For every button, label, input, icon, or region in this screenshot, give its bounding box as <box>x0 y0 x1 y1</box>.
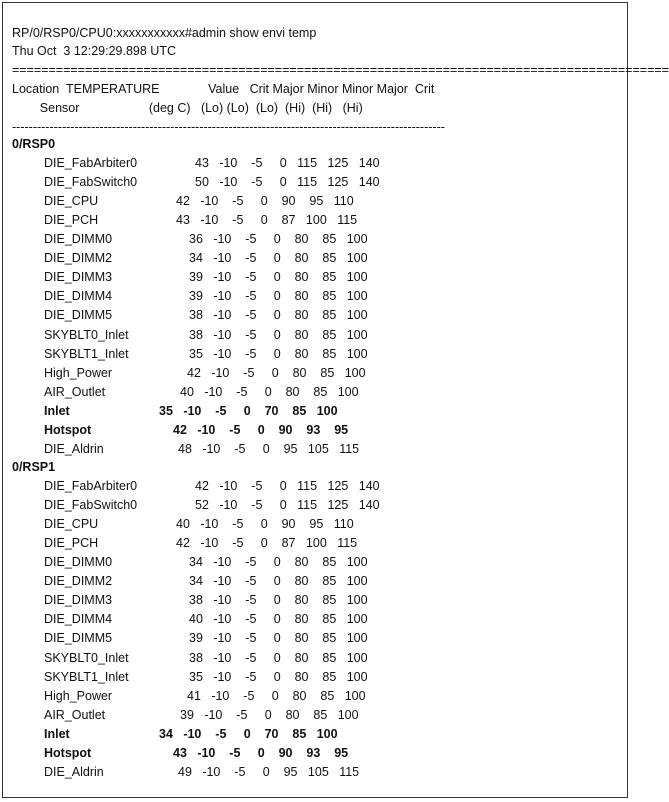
sensor-name: Hotspot <box>44 423 92 437</box>
sensor-name: DIE_FabSwitch0 <box>44 175 138 189</box>
sensor-name: DIE_DIMM0 <box>44 555 113 569</box>
sensor-values: 34 -10 -5 0 80 85 100 <box>189 251 368 265</box>
sensor-name: Inlet <box>44 727 70 741</box>
sensor-values: 48 -10 -5 0 95 105 115 <box>178 442 360 456</box>
sensor-name: SKYBLT0_Inlet <box>44 328 129 342</box>
sensor-name: DIE_DIMM5 <box>44 308 113 322</box>
location-label: 0/RSP1 <box>12 460 56 474</box>
sensor-name: DIE_FabArbiter0 <box>44 156 138 170</box>
timestamp: Thu Oct 3 12:29:29.898 UTC <box>12 44 176 58</box>
sensor-values: 39 -10 -5 0 80 85 100 <box>189 289 368 303</box>
command-prompt: RP/0/RSP0/CPU0:xxxxxxxxxxx#admin show envi temp <box>12 26 317 40</box>
sensor-name: High_Power <box>44 689 113 703</box>
sensor-values: 49 -10 -5 0 95 105 115 <box>178 765 360 779</box>
sensor-name: DIE_FabSwitch0 <box>44 498 138 512</box>
sensor-values: 42 -10 -5 0 90 93 95 <box>173 423 349 437</box>
sensor-values: 35 -10 -5 0 80 85 100 <box>189 670 368 684</box>
sensor-values: 50 -10 -5 0 115 125 140 <box>195 175 380 189</box>
sensor-values: 39 -10 -5 0 80 85 100 <box>180 708 359 722</box>
sensor-values: 40 -10 -5 0 80 85 100 <box>189 612 368 626</box>
sensor-values: 42 -10 -5 0 90 95 110 <box>176 194 354 208</box>
sensor-values: 40 -10 -5 0 80 85 100 <box>180 385 359 399</box>
location-label: 0/RSP0 <box>12 137 56 151</box>
separator-double: ========================================================================================== <box>12 63 669 77</box>
separator-dash: -------------------------------------------------------------------------------------------------------- <box>12 120 445 134</box>
sensor-values: 38 -10 -5 0 80 85 100 <box>189 328 368 342</box>
sensor-values: 43 -10 -5 0 90 93 95 <box>173 746 349 760</box>
sensor-name: DIE_PCH <box>44 536 99 550</box>
sensor-name: DIE_DIMM3 <box>44 593 113 607</box>
sensor-name: Hotspot <box>44 746 92 760</box>
sensor-name: Inlet <box>44 404 70 418</box>
sensor-name: AIR_Outlet <box>44 385 106 399</box>
sensor-values: 34 -10 -5 0 70 85 100 <box>159 727 338 741</box>
sensor-values: 42 -10 -5 0 87 100 115 <box>176 536 358 550</box>
sensor-values: 39 -10 -5 0 80 85 100 <box>189 270 368 284</box>
sensor-values: 39 -10 -5 0 80 85 100 <box>189 631 368 645</box>
sensor-values: 42 -10 -5 0 80 85 100 <box>187 366 366 380</box>
sensor-values: 40 -10 -5 0 90 95 110 <box>176 517 354 531</box>
sensor-values: 43 -10 -5 0 115 125 140 <box>195 156 380 170</box>
sensor-name: DIE_Aldrin <box>44 442 104 456</box>
sensor-values: 36 -10 -5 0 80 85 100 <box>189 232 368 246</box>
sensor-name: DIE_Aldrin <box>44 765 104 779</box>
sensor-values: 43 -10 -5 0 87 100 115 <box>176 213 358 227</box>
sensor-values: 38 -10 -5 0 80 85 100 <box>189 308 368 322</box>
sensor-name: SKYBLT1_Inlet <box>44 347 129 361</box>
sensor-name: DIE_FabArbiter0 <box>44 479 138 493</box>
sensor-values: 38 -10 -5 0 80 85 100 <box>189 593 368 607</box>
sensor-name: DIE_DIMM4 <box>44 289 113 303</box>
sensor-name: DIE_DIMM2 <box>44 574 113 588</box>
sensor-name: SKYBLT1_Inlet <box>44 670 129 684</box>
sensor-name: DIE_DIMM2 <box>44 251 113 265</box>
sensor-values: 35 -10 -5 0 80 85 100 <box>189 347 368 361</box>
sensor-name: AIR_Outlet <box>44 708 106 722</box>
table-header-row-2: Sensor (deg C) (Lo) (Lo) (Lo) (Hi) (Hi) (Hi) <box>12 101 363 115</box>
sensor-name: DIE_DIMM5 <box>44 631 113 645</box>
table-header-row-1: Location TEMPERATURE Value Crit Major Minor Minor Major Crit <box>12 82 435 96</box>
sensor-name: High_Power <box>44 366 113 380</box>
sensor-values: 38 -10 -5 0 80 85 100 <box>189 651 368 665</box>
sensor-name: DIE_PCH <box>44 213 99 227</box>
sensor-values: 34 -10 -5 0 80 85 100 <box>189 574 368 588</box>
sensor-values: 42 -10 -5 0 115 125 140 <box>195 479 380 493</box>
sensor-name: DIE_CPU <box>44 194 99 208</box>
sensor-name: DIE_CPU <box>44 517 99 531</box>
sensor-name: DIE_DIMM0 <box>44 232 113 246</box>
sensor-values: 34 -10 -5 0 80 85 100 <box>189 555 368 569</box>
sensor-name: SKYBLT0_Inlet <box>44 651 129 665</box>
sensor-values: 52 -10 -5 0 115 125 140 <box>195 498 380 512</box>
sensor-name: DIE_DIMM4 <box>44 612 113 626</box>
sensor-name: DIE_DIMM3 <box>44 270 113 284</box>
sensor-values: 41 -10 -5 0 80 85 100 <box>187 689 366 703</box>
sensor-values: 35 -10 -5 0 70 85 100 <box>159 404 338 418</box>
